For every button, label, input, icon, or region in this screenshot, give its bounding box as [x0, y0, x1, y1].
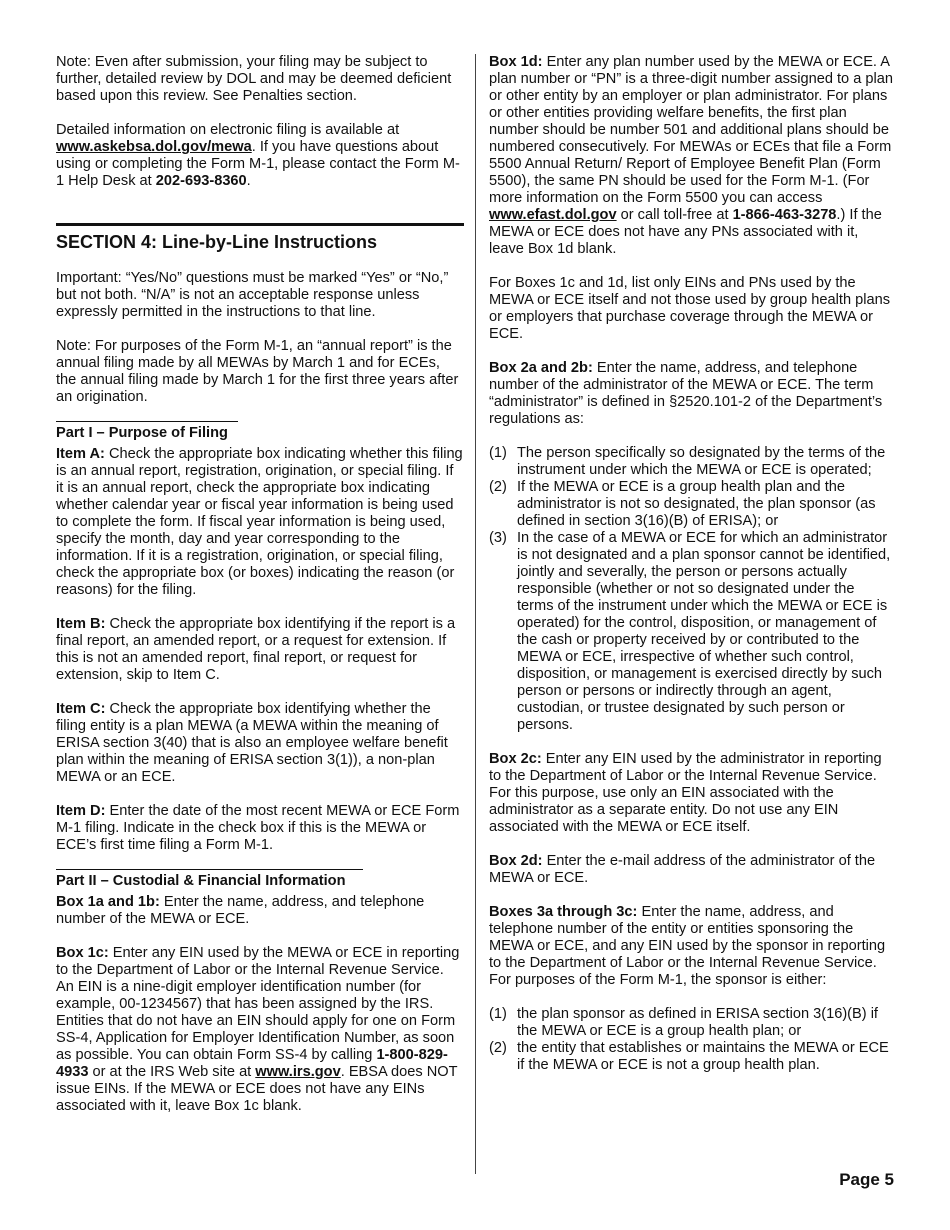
box-1ab-text: Enter the name, address, and telephone number of the MEWA or ECE. [56, 894, 425, 927]
annual-report-note: Note: For purposes of the Form M-1, an “annual report” is the annual filing made by all MEWAs by March 1 and for ECEs, the annual filing made by March 1 for the first three years after an origination. [56, 338, 459, 405]
note-paragraph: Note: Even after submission, your filing may be subject to further, detailed review by DOL and may be deemed deficient based upon this review. See Penalties section. [56, 54, 452, 104]
box-1c-paragraph [56, 945, 464, 1115]
boxes-1c-1d-paragraph: For Boxes 1c and 1d, list only EINs and PNs used by the MEWA or ECE itself and not those used by group health plans or employers that purchase coverage through the MEWA or ECE. [489, 275, 891, 342]
item-d-text: Enter the date of the most recent MEWA or ECE Form M-1 filing. Indicate in the check box if this is the MEWA or ECE’s first time filing a Form M-1. [56, 803, 460, 853]
box-1d-label: Box 1d: [489, 54, 543, 70]
efiling-text-end: . [246, 173, 251, 189]
page-number: Page 5 [839, 1170, 894, 1189]
box-2c-text: Enter any EIN used by the administrator in reporting to the Department of Labor or the Internal Revenue Service. For this purpose, use only an EIN associated with the administrator as a separate entity. Do not use any EIN associated with the MEWA or ECE itself. [489, 751, 882, 835]
irs-phone: 1-800-829-4933 [56, 1047, 448, 1080]
section-4-header [56, 223, 464, 253]
box-2d-label: Box 2d: [489, 853, 543, 869]
list-item [489, 445, 894, 479]
item-d-paragraph [56, 803, 464, 854]
section-title: SECTION 4: Line-by-Line Instructions [56, 232, 378, 252]
list-text: In the case of a MEWA or ECE for which an administrator is not designated and a plan sponsor cannot be identified, jointly and severally, the person or persons actually responsible (whether or not so designated under the terms of the instrument under which the MEWA or ECE is operated) for the control, disposition, or management of the cash or property received by or contributed to the MEWA or ECE, irrespective of whether such control, disposition, or management is exercised directly by such person or persons or indirectly through an agent, custodian, or trustee designated by such person or persons. [517, 530, 891, 733]
item-c-label: Item C: [56, 701, 106, 717]
item-b-label: Item B: [56, 616, 106, 632]
efast-link[interactable]: www.efast.dol.gov [489, 207, 617, 223]
part-2-title: Part II – Custodial & Financial Information [56, 873, 346, 889]
item-c-paragraph [56, 701, 464, 786]
part-2-rule [56, 869, 363, 890]
list-item [489, 530, 894, 734]
list-number: (3) [489, 530, 507, 546]
item-a-paragraph [56, 446, 464, 599]
box-2c-label: Box 2c: [489, 751, 542, 767]
box-2d-paragraph [489, 853, 894, 887]
box-2ab-paragraph [489, 360, 894, 428]
administrator-list [489, 445, 894, 734]
important-paragraph: Important: “Yes/No” questions must be marked “Yes” or “No,” but not both. “N/A” is not an acceptable response unless expressly permitted in the instructions to that line. [56, 270, 449, 320]
box-3-text: Enter the name, address, and telephone number of the entity or entities sponsoring the MEWA or ECE, and any EIN used by the sponsor in reporting to the Department of Labor or the Internal Revenue Service. For purposes of the Form M-1, the sponsor is either: [489, 904, 886, 988]
box-1d-text-3: .) If the MEWA or ECE does not have any PNs associated with it, leave Box 1d blank. [489, 207, 882, 257]
list-text: The person specifically so designated by the terms of the instrument under which the MEWA or ECE is operated; [517, 445, 886, 478]
box-1ab-paragraph [56, 894, 464, 928]
item-d-label: Item D: [56, 803, 106, 819]
box-1c-label: Box 1c: [56, 945, 109, 961]
box-3-paragraph [489, 904, 894, 989]
list-text: the plan sponsor as defined in ERISA section 3(16)(B) if the MEWA or ECE is a group health plan; or [517, 1006, 878, 1039]
efiling-text-2: . If you have questions about using or completing the Form M-1, please contact the Form M-1 Help Desk at [56, 139, 460, 189]
item-a-text: Check the appropriate box indicating whether this filing is an annual report, registration, origination, or special filing. If it is an annual report, check the appropriate box indicating whether calendar year or fiscal year information is being used to complete the form. If fiscal year information is being used, specify the month, day and year corresponding to the information. If it is a registration, origination, or special filing, check the appropriate box (or boxes) indicating the reason (or reasons) for the filing. [56, 446, 463, 598]
column-divider [475, 54, 476, 1174]
item-b-paragraph [56, 616, 464, 684]
box-1d-text-2: or call toll-free at [616, 207, 733, 223]
efast-phone: 1-866-463-3278 [732, 207, 837, 223]
list-number: (1) [489, 445, 507, 461]
box-2c-paragraph [489, 751, 894, 836]
item-b-text: Check the appropriate box identifying if the report is a final report, an amended report, or a request for extension. If this is not an amended report, final report, or request for extension, skip to Item C. [56, 616, 456, 683]
left-column [56, 54, 464, 1115]
list-text: the entity that establishes or maintains the MEWA or ECE if the MEWA or ECE is not a group health plan. [517, 1040, 889, 1073]
list-text: If the MEWA or ECE is a group health plan and the administrator is not so designated, the plan sponsor (as defined in section 3(16)(B) of ERISA); or [517, 479, 876, 529]
list-item [489, 479, 894, 530]
sponsor-list [489, 1006, 894, 1074]
list-number: (1) [489, 1006, 507, 1022]
right-column [489, 54, 894, 1074]
list-item [489, 1006, 894, 1040]
item-c-text: Check the appropriate box identifying whether the filing entity is a plan MEWA (a MEWA within the meaning of ERISA section 3(40) that is also an employee welfare benefit plan within the meaning of ERISA section 3(1)), a non-plan MEWA or an ECE. [56, 701, 448, 785]
irs-link[interactable]: www.irs.gov [255, 1064, 341, 1080]
part-1-title: Part I – Purpose of Filing [56, 425, 228, 441]
help-desk-phone: 202-693-8360 [155, 173, 247, 189]
list-number: (2) [489, 1040, 507, 1056]
box-1c-text-2: or at the IRS Web site at [88, 1064, 256, 1080]
box-2ab-text: Enter the name, address, and telephone number of the administrator of the MEWA or ECE. The term “administrator” is defined in §2520.101-2 of the Department’s regulations as: [489, 360, 883, 427]
box-2d-text: Enter the e-mail address of the administrator of the MEWA or ECE. [489, 853, 876, 886]
list-item [489, 1040, 894, 1074]
askebsa-link[interactable]: www.askebsa.dol.gov/mewa [56, 139, 252, 155]
box-1d-paragraph [489, 54, 894, 258]
box-3-label: Boxes 3a through 3c: [489, 904, 638, 920]
part-1-rule [56, 421, 238, 442]
electronic-filing-paragraph [56, 122, 464, 190]
item-a-label: Item A: [56, 446, 105, 462]
list-number: (2) [489, 479, 507, 495]
efiling-text: Detailed information on electronic filing is available at [56, 122, 400, 138]
box-1c-text-3: . EBSA does NOT issue EINs. If the MEWA or ECE does not have any EINs associated with it, leave Box 1c blank. [56, 1064, 458, 1114]
box-1c-text: Enter any EIN used by the MEWA or ECE in reporting to the Department of Labor or the Internal Revenue Service. An EIN is a nine-digit employer identification number (for example, 00-1234567) that has been assigned by the IRS. Entities that do not have an EIN should apply for one on Form SS-4, Application for Employer Identification Number, as soon as possible. You can obtain Form SS-4 by calling [56, 945, 460, 1063]
box-1d-text: Enter any plan number used by the MEWA or ECE. A plan number or “PN” is a three-digit number assigned to a plan or other entity by an employer or plan administrator. For plans or other entities providing welfare benefits, the first plan number should be number 501 and additional plans should be numbered consecutively. For MEWAs or ECEs that file a Form 5500 Annual Return/ Report of Employee Benefit Plan (Form 5500), the same PN should be used for the Form M-1. (For more information on the Form 5500 you can access [489, 54, 893, 206]
box-2ab-label: Box 2a and 2b: [489, 360, 593, 376]
box-1ab-label: Box 1a and 1b: [56, 894, 160, 910]
